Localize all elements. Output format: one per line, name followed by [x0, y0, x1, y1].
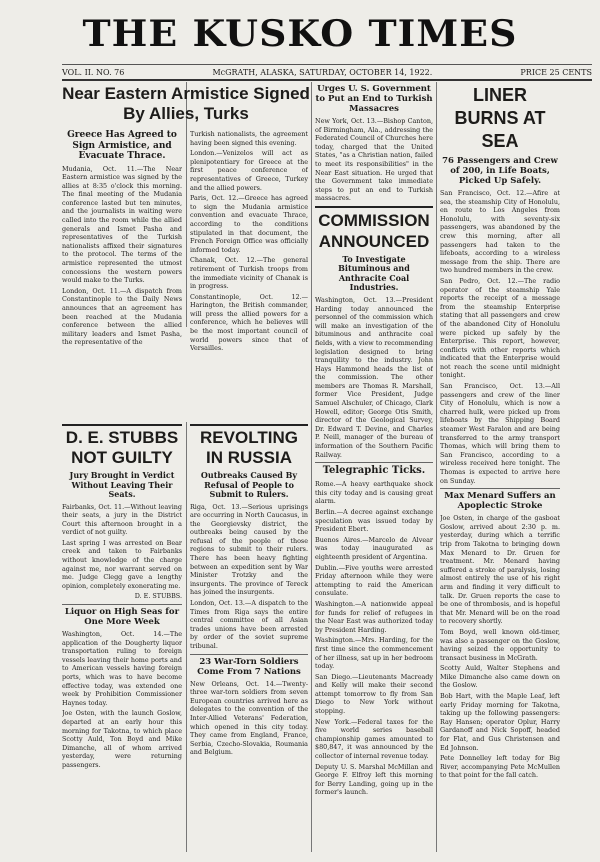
lead-story-banner — [62, 84, 310, 124]
menard-paragraph: Joe Osten, in charge of the gasboat Goslow, arrived about 2:30 p. m. yesterday, during which a terrific trip from Takotna to bringing down Max Menard to Dr. Gruen for treatment. Mr. Menard having suffered a stroke of paralysis, losing almost entirely the use of his right arm and finding it very difficult to talk. Dr. Gruen reports the case to be one of thrombosis, and is hopeful that Mr. Menard will be on the road to recovery shortly. — [440, 514, 560, 626]
tick-item: Rome.—A heavy earthquake shock this city today and is causing great alarm. — [315, 480, 433, 506]
stubbs-paragraph: Fairbanks, Oct. 11.—Without leaving their seats, a jury in the District Court this afternoon brought in a verdict of not guilty. — [62, 502, 182, 537]
turks-paragraph: London.—Venizelos will act as plenipotentiary for Greece at the first peace conference of representatives of Greece, Turkey and the allied powers. — [190, 149, 308, 192]
russia-paragraph: London, Oct. 13.—A dispatch to the Times from Riga says the entire central committee of all Asian trades unions have been arrested by order of the soviet supreme tribunal. — [190, 599, 308, 650]
commission-subhead: To Investigate Bituminous and Anthracite Coal Industries. — [338, 253, 410, 293]
column-rule — [186, 422, 187, 852]
dateline-bar — [62, 64, 592, 81]
column-rule — [311, 82, 312, 852]
stubbs-subhead: Jury Brought in Verdict Without Leaving Their Seats. — [69, 470, 175, 499]
liner-subhead: 76 Passengers and Crew of 200, in Life Boats, Picked Up Safely. — [442, 156, 558, 186]
russia-article — [190, 424, 308, 856]
menard-paragraph: Scotty Auld, Walter Stephens and Mike Dimanche also came down on the Goslow. — [440, 664, 560, 690]
tick-item: San Diego.—Lieutenants Macready and Kelly will make their second attempt tomorrow to fly from San Diego to New York without stopping. — [315, 672, 433, 716]
stubbs-paragraph: Last spring I was arrested on Bear creek and taken to Fairbanks without knowledge of the charge against me, nor warrant served on me. Judge Clegg gave a lengthy opinion, completely exonerating me. — [62, 538, 182, 590]
greece-paragraph: Mudania, Oct. 11.—The Near Eastern armistice was signed by the allies at 8:35 o'clock this morning. The final meeting of the Mudania conference lasted but ten minutes, and the journalists in waiting were called into the room while the allied generals and Ismet Pasha and representatives of the Turkish nationalists affixed their signatures to the protocol. The terms of the armistice represented the utmost concessions the western powers would make to the Turks. — [62, 164, 182, 285]
turks-paragraph: Turkish nationalists, the agreement having been signed this evening. — [190, 130, 308, 147]
turks-paragraph: Constantinople, Oct. 12.—Harington, the British commander, will press the allied powers for a conference, which he believes will be the most important council of world powers since that of Versailles. — [190, 292, 308, 353]
masthead — [0, 0, 600, 62]
stubbs-headline: D. E. STUBBS NOT GUILTY — [65, 428, 179, 467]
greece-headline: Greece Has Agreed to Sign Armistice, and Evacuate Thrace. — [67, 130, 177, 161]
liquor-paragraph: Joe Osten, with the launch Goslow, departed at an early hour this morning for Takotna, to which place Scotty Auld, Ton Boyd and Mike Dimanche, all of whom arrived yesterday, were returning passengers. — [62, 709, 182, 769]
menard-headline: Max Menard Suffers an Apoplectic Stroke — [444, 491, 556, 512]
column-four — [440, 84, 560, 854]
greece-article — [62, 130, 182, 422]
volume-number: VOL. II. NO. 76 — [62, 67, 125, 77]
lead-headline: Near Eastern Armistice Signed By Allies, Turks — [62, 84, 310, 123]
russia-subhead: Outbreaks Caused By Refusal of People to Submit to Rulers. — [200, 470, 298, 499]
russia-headline: REVOLTING IN RUSSIA — [200, 428, 298, 467]
column-three — [315, 84, 433, 854]
tick-item: Washington.—A nationwide appeal for funds for relief of refugees in the Near East was authorized today by President Harding. — [315, 599, 433, 634]
turks-paragraph: Chanak, Oct. 12.—The general retirement of Turkish troops from the immediate vicinity of Chanak is in progress. — [190, 256, 308, 291]
urges-paragraph: New York, Oct. 13.—Bishop Canton, of Birmingham, Ala., addressing the Federated Council of Churches here today, charged that the United States, "as a Christian nation, failed to meet its responsibilities" in the Near East situation. He urged that the Government take immediate steps to put an end to Turkish massacres. — [315, 117, 433, 203]
liner-paragraph: San Francisco, Oct. 12.—Afire at sea, the steamship City of Honolulu, en route to Los Angeles from Honolulu, with seventy-six passengers, was abandoned by the crew this morning, after all passengers had taken to the lifeboats, according to a wireless message from the ship. There are two hundred members in the crew. — [440, 189, 560, 275]
price: PRICE 25 CENTS — [520, 67, 592, 77]
russia-paragraph: Riga, Oct. 13.—Serious uprisings are occurring in North Caucasus, in the Georgievsky district, the outbreaks being caused by the refusal of the people of those regions to submit to their rulers. There has been heavy fighting between an expedition sent by War Minister Trotzky and the insurgents. The province of Tereck has joined the insurgents. — [190, 502, 308, 597]
liner-paragraph: San Francisco, Oct. 13.—All passengers and crew of the liner City of Honolulu, which is now a charred hulk, were picked up from lifeboats by the Shipping Board steamer West Faralon and are being transferred to the army transport Thomas, which will bring them to San Francisco, according to a wireless received here tonight. The Thomas is expected to arrive here on Sunday. — [440, 382, 560, 485]
tick-item: Dublin.—Five youths were arrested Friday afternoon while they were attempting to raid the American consulate. — [315, 563, 433, 598]
menard-paragraph: Tom Boyd, well known old-timer, was also a passenger on the Goslow, having seized the opportunity to transact business in McGrath. — [440, 627, 560, 662]
commission-headline: COMMISSION ANNOUNCED — [318, 210, 430, 251]
war-headline: 23 War-Torn Soldiers Come From 7 Nations — [197, 656, 301, 677]
tick-item: New York.—Federal taxes for the five world series baseball championship games amounted to $80,847, it was announced by the collector of internal revenue today. — [315, 717, 433, 761]
stubbs-article — [62, 424, 182, 856]
tick-item: Washington.—Mrs. Harding, for the first time since the commencement of her illness, sat up in her bedroom today. — [315, 636, 433, 671]
newspaper-title: THE KUSKO TIMES — [82, 13, 518, 55]
tick-item: Deputy U. S. Marshal McMillan and George F. Elfroy left this morning for Berry Landing, going up in the former's launch. — [315, 762, 433, 797]
greece-paragraph: London, Oct. 11.—A dispatch from Constantinople to the Daily News announces that an agreement has been reached at the Mudania conference between the allied military leaders and Ismet Pasha, the representative of the — [62, 286, 182, 347]
menard-paragraph: Pete Donnelley left today for Big River, accompanying Pete McMullen to that point for the fall catch. — [440, 754, 560, 780]
war-paragraph: New Orleans, Oct. 14.—Twenty-three war-torn soldiers from seven European countries arrived here as delegates to the convention of the Inter-Allied Veterans' Federation, which opened in this city today. They came from England, France, Serbia, Czecho-Slovakia, Roumania and Belgium. — [190, 679, 308, 757]
tick-item: Buenos Aires.—Marcelo de Alvear was today inaugurated as eighteenth president of Argentina. — [315, 535, 433, 561]
liquor-paragraph: Washington, Oct. 14.—The application of the Dougherty liquor transportation ruling to foreign vessels leaving their home ports and to American vessels having foreign ports, which was to have become effective today, was extended one week by Prohibition Commissioner Haynes today. — [62, 630, 182, 707]
publication-date: McGRATH, ALASKA, SATURDAY, OCTOBER 14, 1922. — [212, 67, 433, 77]
liner-paragraph: San Pedro, Oct. 12.—The radio operator of the steamship Yale reports the receipt of a message from the steamship Enterprise stating that all passengers and crew of the abandoned City of Honolulu were picked up safely by the Enterprise. This report, however, conflicts with other reports which indicated that the Enterprise would not reach the scene until midnight tonight. — [440, 276, 560, 380]
liner-headline: LINER BURNS AT SEA — [454, 85, 546, 151]
tick-item: Berlin.—A decree against exchange speculation was issued today by President Ebert. — [315, 508, 433, 534]
ticks-headline: Telegraphic Ticks. — [322, 465, 426, 477]
liquor-headline: Liquor on High Seas for One More Week — [64, 607, 180, 628]
column-rule — [436, 82, 437, 852]
turks-paragraph: Paris, Oct. 12.—Greece has agreed to sign the Mudania armistice convention and evacuate Thrace, according to the conditions stipulated in that document, the French Foreign Office was officially informed today. — [190, 194, 308, 254]
stubbs-signature: D. E. STUBBS. — [134, 592, 182, 601]
urges-headline: Urges U. S. Government to Put an End to Turkish Massacres — [315, 84, 433, 114]
commission-paragraph: Washington, Oct. 13.—President Harding today announced the personnel of the commission which will make an investigation of the bituminous and anthracite coal fields, with a view to recommending legislation designed to bring tranquility to the industry. John Hays Hammond heads the list of the commission. The other members are Thomas R. Marshall, former Vice President, Judge Samuel Alschuler, of Chicago, Clark Howell, editor; George Otis Smith, director of the Geological Survey, Dr. Edward T. Devine, and Charles P. Neill, manager of the bureau of information of the Southern Pacific Railway. — [315, 295, 433, 459]
turks-article — [190, 130, 308, 422]
menard-paragraph: Bob Hart, with the Maple Leaf, left early Friday morning for Takotna, taking up the following passengers: Ray Hansen; operator Oplur, Harry Gardanoff and Nick Sopoff, headed for Flat, and Gus Christensen and Ed Johnson. — [440, 692, 560, 752]
